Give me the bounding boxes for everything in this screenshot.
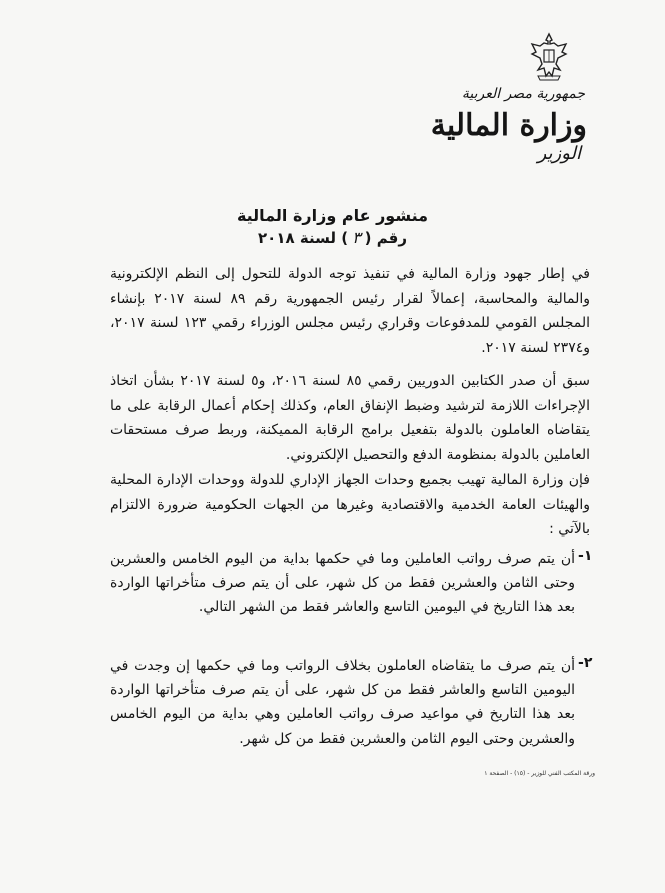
circular-number-prefix: رقم ( bbox=[364, 229, 407, 247]
item-number: ٢- bbox=[578, 655, 593, 671]
paragraph-directive: فإن وزارة المالية تهيب بجميع وحدات الجهاز الإداري للدولة ووحدات الإدارة المحلية والهيئات العامة الخدمية والاقتصادية وغيرها من الجهات الحكومية ضرورة الالتزام بالآتي : bbox=[110, 472, 590, 538]
page-footer: ورقة المكتب الفني للوزير - (١٥) - الصفحة ١ bbox=[484, 770, 595, 777]
item-text: أن يتم صرف رواتب العاملين وما في حكمها بداية من اليوم الخامس والعشرين وحتى الثامن والعشرين فقط من كل شهر، على أن يتم صرف متأخراتها الواردة بعد هذا التاريخ في اليومين التاسع والعاشر فقط من الشهر التالي. bbox=[110, 551, 575, 616]
circular-title: منشور عام وزارة المالية bbox=[236, 206, 429, 225]
circular-number-suffix: ) لسنة ٢٠١٨ bbox=[258, 229, 349, 247]
paragraph-intro: في إطار جهود وزارة المالية في تنفيذ توجه الدولة للتحول إلى النظم الإلكترونية والمالية والمحاسبة، إعمالاً لقرار رئيس الجمهورية رقم ٨٩ لسنة ٢٠١٧ بإنشاء المجلس القومي للمدفوعات وقراري رئيس مجلس الوزراء رقمي ١٢٣ لسنة ٢٠١٧، و٢٣٧٤ لسنة ٢٠١٧. bbox=[110, 266, 590, 356]
item-text: أن يتم صرف ما يتقاضاه العاملون بخلاف الرواتب وما في حكمها إن وجدت في اليومين التاسع والعاشر فقط من كل شهر، على أن يتم صرف متأخراتها الواردة بعد هذا التاريخ في مواعيد صرف رواتب العاملين وهي بداية من اليوم الخامس والعشرين وحتى اليوم الثامن والعشرين فقط من كل شهر. bbox=[110, 658, 575, 747]
circular-number bbox=[0, 228, 665, 247]
item-number: ١- bbox=[578, 548, 593, 564]
republic-name: جمهورية مصر العربية bbox=[461, 86, 585, 102]
ministry-name: وزارة المالية bbox=[430, 108, 587, 143]
eagle-emblem-icon bbox=[528, 32, 570, 82]
minister-title: الوزير bbox=[537, 143, 581, 164]
paragraph-previous-circulars: سبق أن صدر الكتابين الدوريين رقمي ٨٥ لسنة ٢٠١٦، و٥ لسنة ٢٠١٧ بشأن اتخاذ الإجراءات اللازمة لترشيد وضبط الإنفاق العام، وكذلك إحكام أعمال الرقابة على ما يتقاضاه العاملون بالدولة بتفعيل برامج الرقابة المميكنة، وربط صرف مستحقات العاملين بالدولة بمنظومة الدفع والتحصيل الإلكتروني. bbox=[110, 373, 590, 463]
circular-number-value: ٣ bbox=[352, 228, 361, 247]
